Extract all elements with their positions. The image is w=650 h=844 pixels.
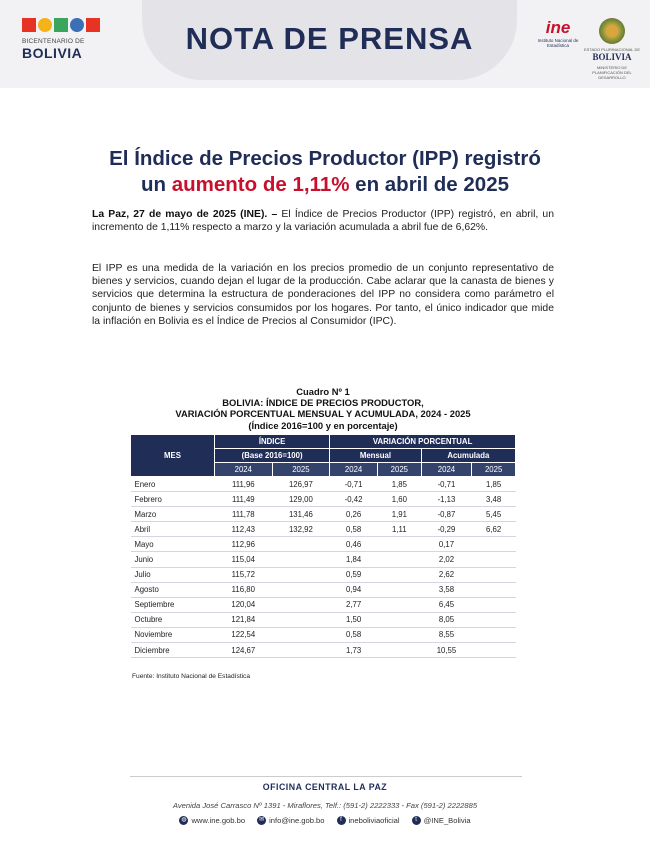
ipp-table bbox=[130, 434, 516, 658]
table-caption-title-1: BOLIVIA: ÍNDICE DE PRECIOS PRODUCTOR, bbox=[222, 397, 424, 408]
bicentenario-small-text: BICENTENARIO DE bbox=[22, 38, 85, 45]
table-cell-value: -0,87 bbox=[421, 507, 472, 522]
table-body bbox=[131, 477, 516, 658]
table-cell-value bbox=[378, 582, 422, 597]
header-variacion: VARIACIÓN PORCENTUAL bbox=[330, 435, 516, 449]
header-indice-2024: 2024 bbox=[215, 463, 273, 477]
table-cell-value bbox=[378, 612, 422, 627]
header-mensual-2024: 2024 bbox=[330, 463, 378, 477]
header-base: (Base 2016=100) bbox=[215, 449, 330, 463]
email-icon: ✉ bbox=[259, 817, 265, 823]
table-cell-value: 124,67 bbox=[215, 643, 273, 658]
table-cell-month: Marzo bbox=[131, 507, 215, 522]
table-cell-value: 0,94 bbox=[330, 582, 378, 597]
table-cell-value bbox=[472, 612, 516, 627]
table-cell-value bbox=[378, 552, 422, 567]
table-cell-value: 6,45 bbox=[421, 597, 472, 612]
bolivia-logo-small-text: ESTADO PLURINACIONAL DE bbox=[584, 47, 641, 52]
table-cell-value: 132,92 bbox=[272, 522, 330, 537]
globe-icon: ◍ bbox=[181, 817, 187, 823]
table-cell-value bbox=[378, 537, 422, 552]
table-cell-value bbox=[472, 567, 516, 582]
footer-address: Avenida José Carrasco Nº 1391 - Miraflores, Telf.: (591-2) 2222333 - Fax (591-2) 2222885 bbox=[172, 801, 478, 810]
table-cell-value: 1,60 bbox=[378, 492, 422, 507]
table-cell-value: -0,71 bbox=[421, 477, 472, 492]
table-cell-month: Julio bbox=[131, 567, 215, 582]
table-caption-number: Cuadro Nº 1 bbox=[296, 386, 350, 397]
press-title: NOTA DE PRENSA bbox=[185, 21, 474, 56]
header-mensual: Mensual bbox=[330, 449, 421, 463]
table-cell-value: 1,84 bbox=[330, 552, 378, 567]
footer-twitter[interactable] bbox=[412, 816, 471, 825]
dateline: La Paz, 27 de mayo de 2025 (INE). – bbox=[92, 209, 278, 220]
table-cell-value: 111,78 bbox=[215, 507, 273, 522]
table-cell-month: Septiembre bbox=[131, 597, 215, 612]
table-cell-value: 122,54 bbox=[215, 627, 273, 642]
table-cell-value: 5,45 bbox=[472, 507, 516, 522]
table-cell-value: 1,91 bbox=[378, 507, 422, 522]
table-caption-units: (Índice 2016=100 y en porcentaje) bbox=[248, 420, 398, 431]
table-cell-value: 131,46 bbox=[272, 507, 330, 522]
table-row bbox=[131, 597, 516, 612]
table-cell-value: 0,59 bbox=[330, 567, 378, 582]
table-cell-value: -0,71 bbox=[330, 477, 378, 492]
table-cell-month: Diciembre bbox=[131, 643, 215, 658]
table-cell-value: 115,72 bbox=[215, 567, 273, 582]
table-cell-month: Junio bbox=[131, 552, 215, 567]
table-cell-value: 112,43 bbox=[215, 522, 273, 537]
table-row bbox=[131, 612, 516, 627]
bicentenario-logo bbox=[22, 18, 112, 80]
table-row bbox=[131, 522, 516, 537]
table-cell-value bbox=[472, 627, 516, 642]
footer-divider bbox=[130, 776, 522, 777]
table-cell-value bbox=[472, 537, 516, 552]
table-cell-value: 112,96 bbox=[215, 537, 273, 552]
table-cell-value: 126,97 bbox=[272, 477, 330, 492]
table-cell-value bbox=[272, 567, 330, 582]
press-headline bbox=[40, 146, 610, 198]
table-cell-value bbox=[378, 627, 422, 642]
table-cell-value bbox=[272, 612, 330, 627]
table-cell-value: 3,48 bbox=[472, 492, 516, 507]
table-cell-value: 1,85 bbox=[472, 477, 516, 492]
table-cell-value: 2,77 bbox=[330, 597, 378, 612]
table-cell-value bbox=[472, 552, 516, 567]
table-cell-value: 8,55 bbox=[421, 627, 472, 642]
headline-post: en abril de 2025 bbox=[349, 173, 509, 196]
footer-office: OFICINA CENTRAL LA PAZ bbox=[262, 782, 388, 792]
bolivia-government-logo bbox=[584, 18, 640, 80]
table-cell-month: Mayo bbox=[131, 537, 215, 552]
bolivia-logo-ministry: MINISTERIO DE PLANIFICACIÓN DEL DESARROLLO bbox=[592, 65, 632, 80]
table-cell-value: -0,29 bbox=[421, 522, 472, 537]
table-cell-value: 129,00 bbox=[272, 492, 330, 507]
table-cell-value: 116,80 bbox=[215, 582, 273, 597]
headline-line-2 bbox=[40, 172, 610, 198]
table-cell-value bbox=[378, 597, 422, 612]
table-cell-value: 0,46 bbox=[330, 537, 378, 552]
table-cell-value: 1,73 bbox=[330, 643, 378, 658]
ine-logo-subtitle: Instituto Nacional de Estadística bbox=[537, 38, 579, 48]
footer-email[interactable] bbox=[257, 816, 324, 825]
table-cell-value: 111,49 bbox=[215, 492, 273, 507]
table-row bbox=[131, 582, 516, 597]
header-mensual-2025: 2025 bbox=[378, 463, 422, 477]
table-row bbox=[131, 567, 516, 582]
headline-highlight: aumento de 1,11% bbox=[171, 173, 350, 196]
ine-logo-mark: ine bbox=[545, 18, 571, 37]
table-cell-value bbox=[472, 643, 516, 658]
table-caption-title-2: VARIACIÓN PORCENTUAL MENSUAL Y ACUMULADA, 2024 - 2025 bbox=[175, 408, 471, 419]
table-cell-value bbox=[272, 582, 330, 597]
table-cell-month: Octubre bbox=[131, 612, 215, 627]
footer-twitter-text: @INE_Bolivia bbox=[423, 816, 471, 825]
twitter-icon: t bbox=[412, 816, 421, 825]
table-row bbox=[131, 552, 516, 567]
page-header bbox=[0, 0, 650, 88]
table-cell-value bbox=[272, 537, 330, 552]
table-row bbox=[131, 537, 516, 552]
table-cell-value bbox=[378, 567, 422, 582]
footer-web[interactable] bbox=[179, 816, 245, 825]
table-row bbox=[131, 627, 516, 642]
table-row bbox=[131, 477, 516, 492]
bolivia-seal-icon bbox=[599, 18, 625, 44]
table-cell-value: 0,58 bbox=[330, 522, 378, 537]
table-cell-value bbox=[378, 643, 422, 658]
table-cell-value: -1,13 bbox=[421, 492, 472, 507]
table-cell-value bbox=[472, 582, 516, 597]
table-cell-value: 2,02 bbox=[421, 552, 472, 567]
header-indice-2025: 2025 bbox=[272, 463, 330, 477]
footer-web-text: www.ine.gob.bo bbox=[191, 816, 246, 825]
headline-pre: un bbox=[140, 173, 172, 196]
paragraph-2: El IPP es una medida de la variación en los precios promedio de un conjunto representativo de bienes y servicios, cuando dejan el lugar de la producción. Cabe aclarar que la canasta de bienes y servicios que determina la estructura de ponderaciones del IPP no considera como parámetro el conjunto de bienes y servicios consumidos por los hogares. Por tanto, el único indicador que mide la inflación en Bolivia es el Índice de Precios al Consumidor (IPC). bbox=[92, 263, 554, 327]
table-cell-month: Noviembre bbox=[131, 627, 215, 642]
table-cell-value: 120,04 bbox=[215, 597, 273, 612]
table-cell-value bbox=[272, 643, 330, 658]
table-cell-value: 1,85 bbox=[378, 477, 422, 492]
table-cell-value bbox=[272, 627, 330, 642]
table-row bbox=[131, 492, 516, 507]
headline-line-1: El Índice de Precios Productor (IPP) registró bbox=[109, 147, 541, 170]
table-cell-value: 111,96 bbox=[215, 477, 273, 492]
table-cell-value: 1,50 bbox=[330, 612, 378, 627]
table-cell-value bbox=[472, 597, 516, 612]
header-mes: MES bbox=[131, 435, 215, 477]
table-cell-value: 6,62 bbox=[472, 522, 516, 537]
ine-logo bbox=[536, 18, 580, 80]
table-cell-value bbox=[272, 552, 330, 567]
header-indice: ÍNDICE bbox=[215, 435, 330, 449]
bolivia-logo-big-text: BOLIVIA bbox=[592, 52, 632, 62]
table-cell-value: 2,62 bbox=[421, 567, 472, 582]
footer-contacts bbox=[0, 816, 650, 825]
table-cell-value: 3,58 bbox=[421, 582, 472, 597]
bicentenario-big-text: BOLIVIA bbox=[22, 45, 83, 61]
footer-facebook[interactable] bbox=[337, 816, 400, 825]
table-cell-value: 1,11 bbox=[378, 522, 422, 537]
facebook-icon: f bbox=[337, 816, 346, 825]
table-cell-month: Enero bbox=[131, 477, 215, 492]
table-row bbox=[131, 507, 516, 522]
table-cell-value: 0,17 bbox=[421, 537, 472, 552]
table-cell-month: Agosto bbox=[131, 582, 215, 597]
table-cell-value: 115,04 bbox=[215, 552, 273, 567]
header-acumulada: Acumulada bbox=[421, 449, 515, 463]
footer-email-text: info@ine.gob.bo bbox=[269, 816, 325, 825]
footer-facebook-text: ineboliviaoficial bbox=[348, 816, 400, 825]
table-source: Fuente: Instituto Nacional de Estadística bbox=[132, 673, 251, 680]
table-cell-value: 0,58 bbox=[330, 627, 378, 642]
table-cell-month: Febrero bbox=[131, 492, 215, 507]
table-cell-value: 0,26 bbox=[330, 507, 378, 522]
header-acumulada-2025: 2025 bbox=[472, 463, 516, 477]
paragraph-1-text: El Índice de Precios Productor (IPP) registró, en abril, un incremento de 1,11% respecto a marzo y la variación acumulada a abril fue de 6,62%. bbox=[92, 209, 554, 234]
table-cell-value bbox=[272, 597, 330, 612]
paragraph-1 bbox=[92, 208, 554, 234]
table-cell-month: Abril bbox=[131, 522, 215, 537]
table-cell-value: -0,42 bbox=[330, 492, 378, 507]
table-cell-value: 121,84 bbox=[215, 612, 273, 627]
table-cell-value: 8,05 bbox=[421, 612, 472, 627]
table-cell-value: 10,55 bbox=[421, 643, 472, 658]
header-acumulada-2024: 2024 bbox=[421, 463, 472, 477]
bicentenario-emblem-icon bbox=[22, 18, 112, 32]
table-row bbox=[131, 643, 516, 658]
